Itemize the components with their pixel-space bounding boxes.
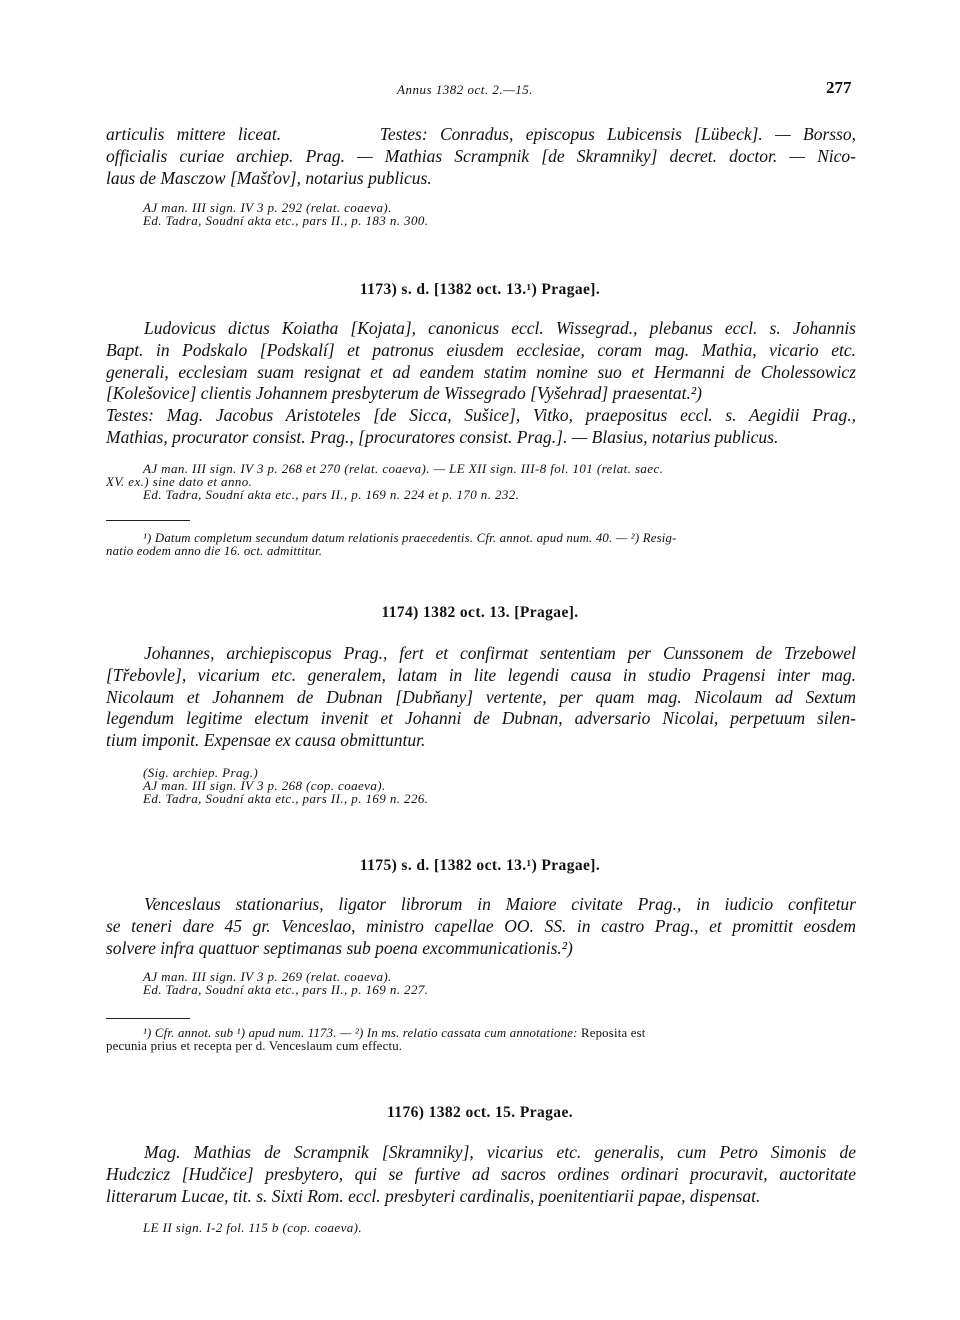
- running-head: [0, 78, 960, 102]
- source-line: AJ man. III sign. IV 3 p. 268 et 270 (relat. coaeva). — LE XII sign. III-8 fol. 101 (relat. saec.: [143, 461, 664, 476]
- entry-sources: [106, 970, 856, 996]
- entry-text: [106, 318, 856, 449]
- source-line: AJ man. III sign. IV 3 p. 292 (relat. coaeva).: [143, 200, 392, 215]
- entry-sources: [106, 766, 856, 806]
- source-line: AJ man. III sign. IV 3 p. 269 (relat. coaeva).: [143, 969, 392, 984]
- entry-text: [106, 643, 856, 752]
- running-title: Annus 1382 oct. 2.—15.: [397, 82, 533, 97]
- footnote-line: natio eodem anno die 16. oct. admittitur.: [106, 544, 323, 559]
- text-line: se teneri dare 45 gr. Venceslao, ministro capellae OO. SS. in castro Prag., et promittit eosdem: [106, 915, 856, 936]
- intro-text: [106, 124, 856, 189]
- entry-text: [106, 894, 856, 959]
- text-line: Venceslaus stationarius, ligator librorum in Maiore civitate Prag., in iudicio confitetur: [144, 894, 856, 914]
- footnotes: [106, 1027, 856, 1054]
- text-line: Mag. Mathias de Scrampnik [Skramniky], vicarius etc. generalis, cum Petro Simonis de: [144, 1142, 856, 1162]
- source-line: Ed. Tadra, Soudní akta etc., pars II., p. 183 n. 300.: [143, 213, 429, 229]
- footnote-rule: [106, 1018, 190, 1019]
- source-line: LE II sign. I-2 fol. 115 b (cop. coaeva).: [143, 1220, 363, 1235]
- footnote-line: pecunia prius et recepta per d. Venceslaum cum effectu.: [106, 1039, 403, 1054]
- entry-heading: 1176) 1382 oct. 15. Pragae.: [387, 1104, 573, 1121]
- page-number: 277: [826, 78, 852, 97]
- text-line: laus de Masczow [Mašťov], notarius publicus.: [106, 167, 432, 188]
- text-line: legendum legitime electum invenit et Johanni de Dubnan, adversario Nicolai, perpetuum silen-: [106, 708, 856, 729]
- entry-sources: [106, 462, 856, 502]
- footnotes: [106, 532, 856, 559]
- text-line: Mathias, procurator consist. Prag., [procuratores consist. Prag.]. — Blasius, notarius publicus.: [106, 426, 779, 447]
- text-line: generali, ecclesiam suam resignat et ad eandem statim nomine suo et Hermanni de Cholessowicz: [106, 361, 856, 382]
- entry-heading: 1173) s. d. [1382 oct. 13.¹) Pragae].: [359, 281, 601, 298]
- source-line: Ed. Tadra, Soudní akta etc., pars II., p. 169 n. 224 et p. 170 n. 232.: [143, 487, 520, 503]
- text-line: Testes: Mag. Jacobus Aristoteles [de Sicca, Sušice], Vitko, praepositus eccl. s. Aegidii Prag.,: [106, 405, 856, 426]
- source-line: XV. ex.) sine dato et anno.: [106, 474, 253, 490]
- text-line: Johannes, archiepiscopus Prag., fert et confirmat sententiam per Cunssonem de Trzebowel: [144, 643, 856, 663]
- text-line: articulis mittere liceat. Testes: Conradus, episcopus Lubicensis [Lübeck]. — Borsso,: [106, 124, 856, 144]
- entry-sources: [106, 1221, 856, 1234]
- source-line: Ed. Tadra, Soudní akta etc., pars II., p. 169 n. 227.: [143, 982, 429, 998]
- text-line: solvere infra quattuor septimanas sub poena excommunicationis.²): [106, 937, 573, 958]
- text-line: officialis curiae archiep. Prag. — Mathias Scrampnik [de Skramniky] decret. doctor. — Nico-: [106, 145, 856, 166]
- source-line: Ed. Tadra, Soudní akta etc., pars II., p. 169 n. 226.: [143, 791, 429, 807]
- text-line: Nicolaum et Johannem de Dubnan [Dubňany] vertente, per quam mag. Nicolaum ad Sextum: [106, 686, 856, 707]
- entry-heading: 1175) s. d. [1382 oct. 13.¹) Pragae].: [359, 857, 601, 874]
- source-line: AJ man. III sign. IV 3 p. 268 (cop. coaeva).: [143, 778, 386, 794]
- text-line: litterarum Lucae, tit. s. Sixti Rom. eccl. presbyteri cardinalis, poenitentiarii papae, dispensat.: [106, 1185, 761, 1206]
- source-line: (Sig. archiep. Prag.): [143, 765, 259, 780]
- text-line: Hudczicz [Hudčice] presbytero, qui se furtive ad sacros ordines ordinari procuravit, auctoritate: [106, 1163, 856, 1184]
- footnote-roman: Reposita est: [580, 1026, 646, 1040]
- footnote-rule: [106, 520, 190, 521]
- text-line: tium imponit. Expensae ex causa obmittuntur.: [106, 730, 426, 751]
- entry-heading: 1174) 1382 oct. 13. [Pragae].: [381, 604, 579, 621]
- text-line: Ludovicus dictus Koiatha [Kojata], canonicus eccl. Wissegrad., plebanus eccl. s. Johannis: [144, 318, 856, 338]
- intro-sources: [106, 201, 856, 227]
- text-line: Bapt. in Podskalo [Podskalí] et patronus eiusdem ecclesiae, coram mag. Mathia, vicario etc.: [106, 339, 856, 360]
- footnote-line: ¹) Datum completum secundum datum relationis praecedentis. Cfr. annot. apud num. 40. — ²) Resig-: [143, 531, 677, 545]
- text-line: [Třebovle], vicarium etc. generalem, latam in lite legendi causa in studio Pragensi inter mag.: [106, 664, 856, 685]
- entry-text: [106, 1142, 856, 1207]
- text-line: [Kolešovice] clientis Johannem presbyterum de Wissegrado [Vyšehrad] praesentat.²): [106, 383, 702, 404]
- footnote-italic: ¹) Cfr. annot. sub ¹) apud num. 1173. — ²) In ms. relatio cassata cum annotatione:: [143, 1026, 581, 1040]
- footnote-line: [106, 1027, 856, 1040]
